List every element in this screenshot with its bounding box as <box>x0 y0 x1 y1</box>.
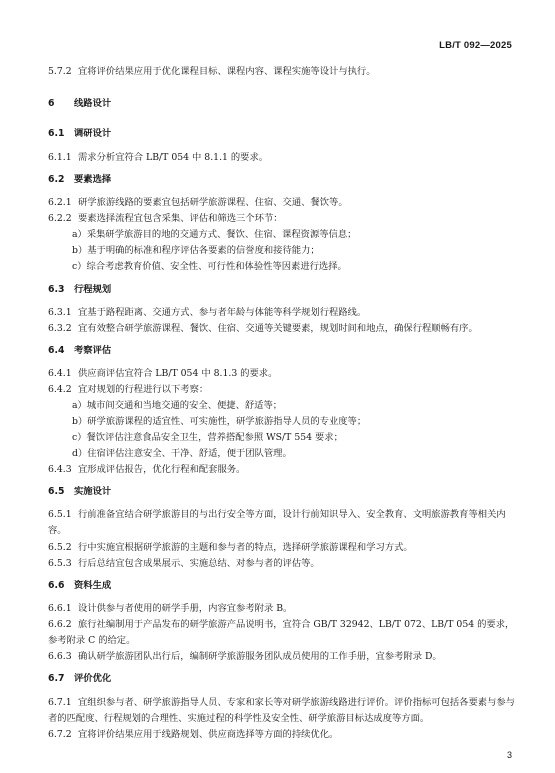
clause-number: 6.3.1 <box>48 307 72 318</box>
clause-text: 旅行社编制用于产品发布的研学旅游产品说明书，宜符合 GB/T 32942、LB/T 072、LB/T 054 的要求，参考附录 C 的给定。 <box>48 619 515 646</box>
clause-6-3-1 <box>48 307 518 319</box>
heading-number: 6.3 <box>48 284 65 295</box>
clause-6-7-1 <box>48 695 518 726</box>
clause-text: 要素选择流程宜包含采集、评估和筛选三个环节： <box>78 213 283 224</box>
list-item-d: d）住宿评估注意安全、干净、舒适，便于团队管理。 <box>72 448 292 459</box>
heading-6-4 <box>48 345 518 357</box>
clause-text: 确认研学旅游团队出行后，编制研学旅游服务团队成员使用的工作手册，宜参考附录 D。 <box>78 651 442 662</box>
clause-number: 6.2.1 <box>48 197 72 208</box>
clause-text: 需求分析宜符合 LB/T 054 中 8.1.1 的要求。 <box>78 152 269 163</box>
heading-text: 评价优化 <box>74 673 112 684</box>
clause-number: 6.3.2 <box>48 323 72 334</box>
clause-6-2-1 <box>48 197 518 209</box>
heading-6-2 <box>48 174 518 186</box>
clause-number: 6.6.3 <box>48 651 72 662</box>
list-item-b: b）基于明确的标准和程序评估各要素的信誉度和接待能力； <box>72 245 320 256</box>
clause-number: 6.5.2 <box>48 542 72 553</box>
heading-6-6 <box>48 580 518 592</box>
clause-number: 6.4.3 <box>48 464 72 475</box>
list-item-b: b）研学旅游课程的适宜性、可实施性，研学旅游指导人员的专业度等； <box>72 416 367 427</box>
clause-number: 5.7.2 <box>48 66 72 77</box>
clause-number: 6.5.1 <box>48 509 72 520</box>
clause-text: 宜有效整合研学旅游课程、餐饮、住宿、交通等关键要素，规划时间和地点，确保行程顺畅有序。 <box>78 323 478 334</box>
clause-6-5-1 <box>48 507 518 538</box>
heading-number: 6.6 <box>48 580 65 591</box>
clause-6-7-2 <box>48 729 518 741</box>
clause-number: 6.7.1 <box>48 697 72 708</box>
clause-number: 6.1.1 <box>48 152 72 163</box>
heading-number: 6.2 <box>48 174 65 185</box>
clause-text: 行前准备宜结合研学旅游目的与出行安全等方面，设计行前知识导入、安全教育、文明旅游教育等相关内容。 <box>48 509 506 536</box>
clause-6-4-3 <box>48 464 518 476</box>
clause-text: 宜基于路程距离、交通方式、参与者年龄与体能等科学规划行程路线。 <box>78 307 367 318</box>
list-item-c: c）综合考虑教育价值、安全性、可行性和体验性等因素进行选择。 <box>72 261 347 272</box>
clause-5-7-2 <box>48 66 518 78</box>
clause-number: 6.6.2 <box>48 619 72 630</box>
heading-6-7 <box>48 673 518 685</box>
clause-6-5-3 <box>48 558 518 570</box>
list-item-a: a）采集研学旅游目的地的交通方式、餐饮、住宿、课程资源等信息； <box>72 229 357 240</box>
heading-text: 资料生成 <box>74 580 112 591</box>
clause-number: 6.2.2 <box>48 213 72 224</box>
heading-number: 6.5 <box>48 486 65 497</box>
clause-text: 供应商评估宜符合 LB/T 054 中 8.1.3 的要求。 <box>78 368 278 379</box>
clause-number: 6.6.1 <box>48 603 72 614</box>
clause-number: 6.4.2 <box>48 384 72 395</box>
clause-6-1-1 <box>48 152 518 164</box>
clause-6-6-2 <box>48 617 518 648</box>
heading-6-3 <box>48 284 518 296</box>
clause-text: 宜对规划的行程进行以下考察： <box>78 384 209 395</box>
heading-text: 要素选择 <box>74 174 112 185</box>
heading-text: 调研设计 <box>74 128 112 139</box>
clause-6-4-1 <box>48 368 518 380</box>
clause-number: 6.5.3 <box>48 558 72 569</box>
clause-6-2-2 <box>48 213 518 225</box>
heading-number: 6.7 <box>48 673 65 684</box>
clause-text: 宜形成评估报告，优化行程和配套服务。 <box>78 464 246 475</box>
clause-6-4-2 <box>48 384 518 396</box>
list-item-c: c）餐饮评估注意食品安全卫生，营养搭配参照 WS/T 554 要求； <box>72 432 343 443</box>
clause-6-6-3 <box>48 651 518 663</box>
clause-text: 行后总结宜包含成果展示、实施总结、对参与者的评估等。 <box>78 558 320 569</box>
page-number: 3 <box>506 750 512 760</box>
heading-text: 考察评估 <box>74 345 112 356</box>
clause-number: 6.7.2 <box>48 729 72 740</box>
heading-text: 线路设计 <box>74 98 112 109</box>
heading-6 <box>48 98 518 110</box>
clause-text: 行中实施宜根据研学旅游的主题和参与者的特点，选择研学旅游课程和学习方式。 <box>78 542 413 553</box>
clause-6-5-2 <box>48 542 518 554</box>
heading-number: 6.1 <box>48 128 65 139</box>
clause-text: 宜组织参与者、研学旅游指导人员、专家和家长等对研学旅游线路进行评价。评价指标可包括各要素与参与者的匹配度、行程规划的合理性、实施过程的科学性及安全性、研学旅游目标达成度等方面。 <box>48 697 515 724</box>
heading-text: 行程规划 <box>74 284 112 295</box>
clause-text: 设计供参与者使用的研学手册，内容宜参考附录 B。 <box>78 603 293 614</box>
clause-text: 宜将评价结果应用于线路规划、供应商选择等方面的持续优化。 <box>78 729 339 740</box>
standard-code-header: LB/T 092—2025 <box>439 40 512 51</box>
heading-6-1 <box>48 128 518 140</box>
clause-6-3-2 <box>48 323 518 335</box>
heading-number: 6.4 <box>48 345 65 356</box>
list-item-a: a）城市间交通和当地交通的安全、便捷、舒适等； <box>72 400 283 411</box>
clause-text: 研学旅游线路的要素宜包括研学旅游课程、住宿、交通、餐饮等。 <box>78 197 348 208</box>
heading-number: 6 <box>48 98 55 109</box>
clause-number: 6.4.1 <box>48 368 72 379</box>
clause-text: 宜将评价结果应用于优化课程目标、课程内容、课程实施等设计与执行。 <box>78 66 376 77</box>
heading-text: 实施设计 <box>74 486 112 497</box>
clause-6-6-1 <box>48 603 518 615</box>
heading-6-5 <box>48 486 518 498</box>
